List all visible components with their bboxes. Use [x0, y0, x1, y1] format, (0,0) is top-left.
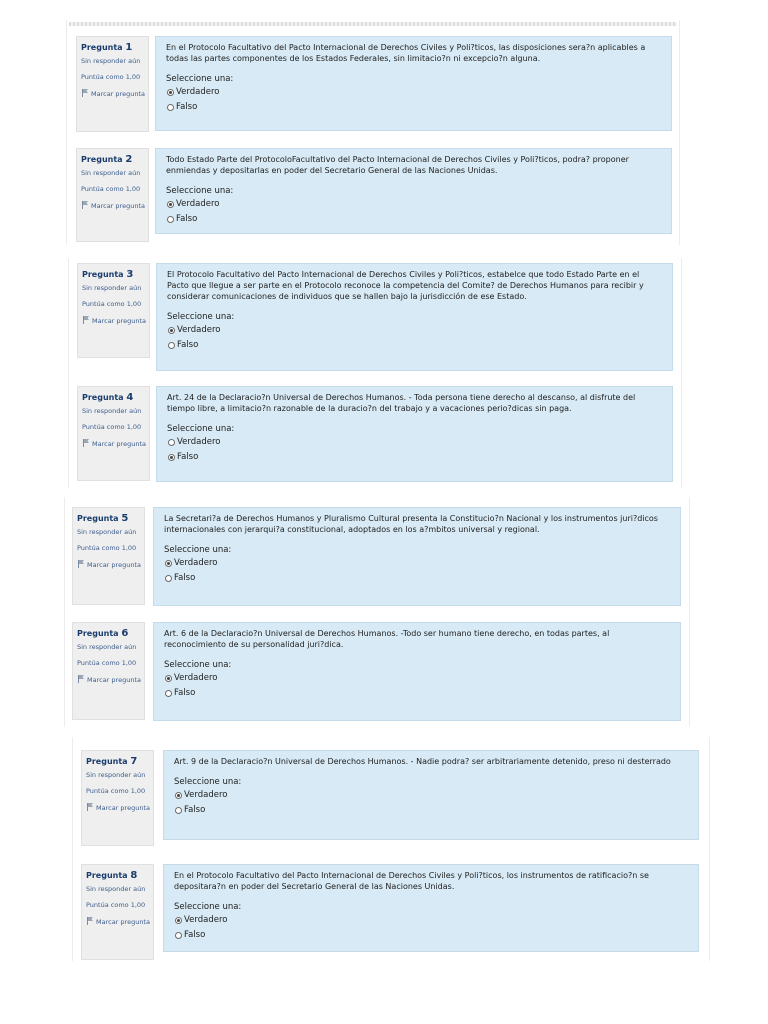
flag-icon	[83, 316, 90, 323]
flag-label: Marcar pregunta	[87, 561, 141, 569]
question-state: Sin responder aún	[86, 885, 146, 893]
question-word: Pregunta	[86, 757, 128, 766]
question-number	[77, 629, 144, 639]
flag-question-link[interactable]	[77, 675, 144, 686]
option-false[interactable]	[167, 450, 662, 465]
question-grade: Puntúa como 1,00	[81, 185, 141, 193]
radio-true[interactable]	[168, 327, 175, 334]
option-true-label[interactable]: Verdadero	[184, 790, 228, 800]
radio-true[interactable]	[175, 792, 182, 799]
flag-icon	[78, 560, 85, 567]
radio-false[interactable]	[167, 216, 174, 223]
answer-prompt: Seleccione una:	[164, 660, 232, 670]
flag-question-link[interactable]	[86, 803, 153, 814]
question-content	[163, 750, 699, 840]
answer-prompt: Seleccione una:	[166, 186, 234, 196]
question-number	[82, 270, 149, 280]
question-grade: Puntúa como 1,00	[77, 544, 137, 552]
question-number	[86, 871, 153, 881]
question-word: Pregunta	[81, 43, 123, 52]
option-false-label[interactable]: Falso	[177, 340, 199, 350]
question-info	[76, 36, 149, 132]
radio-true[interactable]	[165, 560, 172, 567]
question-state: Sin responder aún	[82, 407, 142, 415]
flag-question-link[interactable]	[81, 89, 148, 100]
option-true-label[interactable]: Verdadero	[177, 437, 221, 447]
flag-question-link[interactable]	[81, 201, 148, 212]
flag-label: Marcar pregunta	[92, 317, 146, 325]
option-true[interactable]	[164, 556, 670, 571]
question-text: Art. 9 de la Declaracio?n Universal de Derechos Humanos. - Nadie podra? ser arbitrariamente detenido, preso ni desterrado	[174, 757, 671, 766]
question-grade: Puntúa como 1,00	[81, 73, 141, 81]
radio-true[interactable]	[165, 675, 172, 682]
option-false[interactable]	[166, 100, 661, 115]
option-true[interactable]	[164, 671, 670, 686]
option-false-label[interactable]: Falso	[184, 805, 206, 815]
question-number-value: 1	[125, 42, 133, 53]
question-number	[77, 514, 144, 524]
question-number-value: 8	[130, 870, 138, 881]
option-true-label[interactable]: Verdadero	[174, 558, 218, 568]
option-false[interactable]	[164, 686, 670, 701]
flag-icon	[82, 89, 89, 96]
question-word: Pregunta	[82, 393, 124, 402]
option-false[interactable]	[164, 571, 670, 586]
flag-label: Marcar pregunta	[87, 676, 141, 684]
question-grade: Puntúa como 1,00	[86, 787, 146, 795]
question-content	[155, 148, 672, 234]
question-state: Sin responder aún	[81, 57, 141, 65]
answer-prompt: Seleccione una:	[174, 902, 242, 912]
option-true[interactable]	[174, 788, 688, 803]
option-false[interactable]	[174, 803, 688, 818]
answer-prompt: Seleccione una:	[174, 777, 242, 787]
question-state: Sin responder aún	[77, 643, 137, 651]
question-content	[153, 507, 681, 606]
flag-label: Marcar pregunta	[91, 202, 145, 210]
question-number-value: 6	[121, 628, 129, 639]
option-false-label[interactable]: Falso	[177, 452, 199, 462]
question-state: Sin responder aún	[86, 771, 146, 779]
flag-icon	[82, 201, 89, 208]
question-text: Art. 24 de la Declaracio?n Universal de Derechos Humanos. - Toda persona tiene derecho al descanso, al disfrute del tiempo libre, a limitacio?n razonable de la duracio?n del trabajo y a vacaciones perio?dicas sin paga.	[167, 393, 636, 413]
option-true[interactable]	[167, 323, 662, 338]
flag-icon	[87, 803, 94, 810]
flag-label: Marcar pregunta	[96, 804, 150, 812]
flag-question-link[interactable]	[86, 917, 153, 928]
question-info	[81, 750, 154, 846]
question-text: En el Protocolo Facultativo del Pacto Internacional de Derechos Civiles y Poli?ticos, los instrumentos de ratificacio?n se depositara?n en poder del Secretario General de las Naciones Unidas.	[174, 871, 649, 891]
question-word: Pregunta	[77, 629, 119, 638]
option-false-label[interactable]: Falso	[174, 688, 196, 698]
radio-false[interactable]	[165, 575, 172, 582]
option-false-label[interactable]: Falso	[176, 214, 198, 224]
question-info	[72, 507, 145, 605]
question-info	[76, 148, 149, 242]
question-text: La Secretari?a de Derechos Humanos y Pluralismo Cultural presenta la Constitucio?n Nacional y los instrumentos juri?dicos internacionales con jerarqui?a constitucional, adoptados en los a?mbitos universal y regional.	[164, 514, 658, 534]
question-number	[81, 155, 148, 165]
question-info	[72, 622, 145, 720]
flag-question-link[interactable]	[77, 560, 144, 571]
radio-true[interactable]	[167, 89, 174, 96]
question-number-value: 3	[126, 269, 134, 280]
question-number	[81, 43, 148, 53]
question-state: Sin responder aún	[82, 284, 142, 292]
question-word: Pregunta	[86, 871, 128, 880]
question-number-value: 2	[125, 154, 133, 165]
question-word: Pregunta	[81, 155, 123, 164]
option-true-label[interactable]: Verdadero	[177, 325, 221, 335]
question-grade: Puntúa como 1,00	[82, 423, 142, 431]
radio-false[interactable]	[167, 104, 174, 111]
flag-label: Marcar pregunta	[96, 918, 150, 926]
radio-false[interactable]	[175, 932, 182, 939]
question-info	[77, 386, 150, 481]
answer-prompt: Seleccione una:	[167, 312, 235, 322]
question-text: Art. 6 de la Declaracio?n Universal de Derechos Humanos. -Todo ser humano tiene derecho, en todas partes, al reconocimiento de su personalidad juri?dica.	[164, 629, 610, 649]
flag-icon	[83, 439, 90, 446]
option-false-label[interactable]: Falso	[184, 930, 206, 940]
option-true-label[interactable]: Verdadero	[184, 915, 228, 925]
question-state: Sin responder aún	[81, 169, 141, 177]
option-true[interactable]	[174, 913, 688, 928]
radio-true[interactable]	[167, 201, 174, 208]
option-false[interactable]	[166, 212, 661, 227]
question-content	[155, 36, 672, 131]
radio-true[interactable]	[175, 917, 182, 924]
answer-prompt: Seleccione una:	[167, 424, 235, 434]
question-number	[86, 757, 153, 767]
option-true-label[interactable]: Verdadero	[176, 87, 220, 97]
flag-label: Marcar pregunta	[92, 440, 146, 448]
question-grade: Puntúa como 1,00	[82, 300, 142, 308]
question-number-value: 4	[126, 392, 134, 403]
flag-icon	[87, 917, 94, 924]
option-false[interactable]	[174, 928, 688, 943]
radio-false[interactable]	[175, 807, 182, 814]
question-grade: Puntúa como 1,00	[77, 659, 137, 667]
flag-question-link[interactable]	[82, 439, 149, 450]
answer-prompt: Seleccione una:	[164, 545, 232, 555]
question-content	[163, 864, 699, 952]
option-false-label[interactable]: Falso	[176, 102, 198, 112]
question-number	[82, 393, 149, 403]
question-content	[156, 386, 673, 482]
answer-prompt: Seleccione una:	[166, 74, 234, 84]
radio-false[interactable]	[165, 690, 172, 697]
question-text: Todo Estado Parte del ProtocoloFacultativo del Pacto Internacional de Derechos Civiles y Poli?ticos, podra? proponer enmiendas y depositarlas en poder del Secretario General de las Naciones Unidas.	[166, 155, 629, 175]
radio-false[interactable]	[168, 454, 175, 461]
option-false-label[interactable]: Falso	[174, 573, 196, 583]
question-text: El Protocolo Facultativo del Pacto Internacional de Derechos Civiles y Poli?ticos, estabelce que todo Estado Parte en el Pacto que llegue a ser parte en el Protocolo reconoce la competencia del Comite? de Derechos Humanos para recibir y considerar comunicaciones de individuos que se hallen bajo la jurisdicción de ese Estado.	[167, 270, 644, 301]
question-number-value: 7	[130, 756, 138, 767]
question-word: Pregunta	[82, 270, 124, 279]
question-text: En el Protocolo Facultativo del Pacto Internacional de Derechos Civiles y Poli?ticos, las disposiciones sera?n aplicables a todas las partes componentes de los Estados Federales, sin limitacio?n ni excepcio?n alguna.	[166, 43, 646, 63]
option-true[interactable]	[166, 197, 661, 212]
question-grade: Puntúa como 1,00	[86, 901, 146, 909]
option-false[interactable]	[167, 338, 662, 353]
option-true[interactable]	[167, 435, 662, 450]
sheet-border	[69, 22, 677, 26]
question-info	[81, 864, 154, 960]
radio-false[interactable]	[168, 342, 175, 349]
flag-icon	[78, 675, 85, 682]
radio-true[interactable]	[168, 439, 175, 446]
question-content	[153, 622, 681, 721]
question-content	[156, 263, 673, 371]
flag-label: Marcar pregunta	[91, 90, 145, 98]
question-info	[77, 263, 150, 358]
question-word: Pregunta	[77, 514, 119, 523]
option-true[interactable]	[166, 85, 661, 100]
question-number-value: 5	[121, 513, 129, 524]
option-true-label[interactable]: Verdadero	[174, 673, 218, 683]
flag-question-link[interactable]	[82, 316, 149, 327]
option-true-label[interactable]: Verdadero	[176, 199, 220, 209]
question-state: Sin responder aún	[77, 528, 137, 536]
